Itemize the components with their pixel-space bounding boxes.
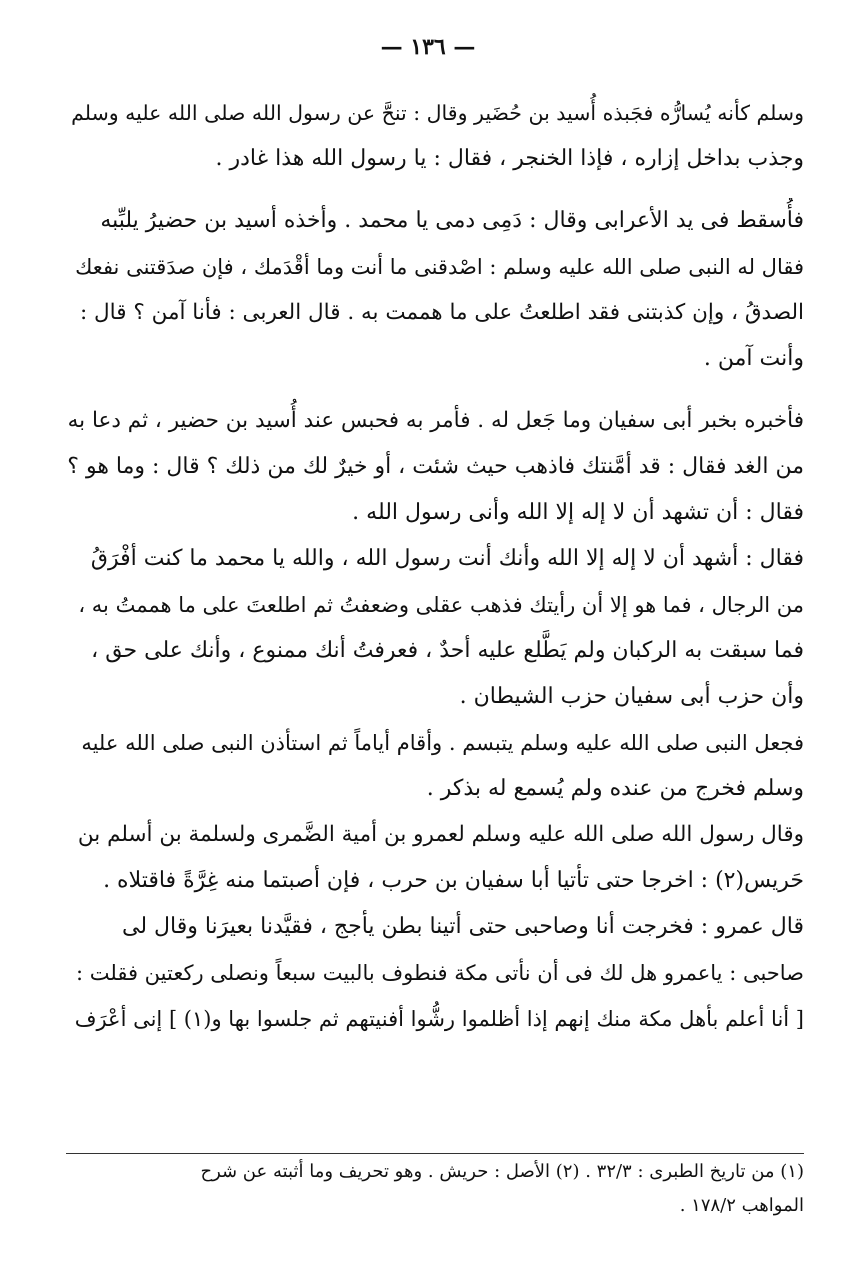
text-line: وسلم فخرج من عنده ولم يُسمع له بذكر . (426, 776, 804, 801)
text-line: فأُسقط فى يد الأعرابى وقال : دَمِى دمى يا محمد . وأخذه أسيد بن حضيرُ يلبِّبه (100, 208, 804, 233)
text-line: الصدقُ ، وإن كذبتنى فقد اطلعتُ على ما هممت به . قال العربى : فأنا آمن ؟ قال : (79, 300, 804, 325)
text-line: وسلم كأنه يُسارُّه فجَبذه أُسيد بن حُضَير وقال : تنحَّ عن رسول الله صلى الله عليه وسلم (71, 101, 804, 125)
text-line: فقال : أن تشهد أن لا إله إلا الله وأنى رسول الله . (352, 500, 804, 525)
text-line: من الرجال ، فما هو إلا أن رأيتك فذهب عقلى وضعفتُ ثم اطلعتَ على ما هممتُ به ، (78, 593, 804, 617)
body-text (66, 90, 804, 1042)
footnote-divider (66, 1153, 804, 1154)
text-line: حَريس(٢) : اخرجا حتى تأتيا أبا سفيان بن حرب ، فإن أصبتما منه غِرَّةً فاقتلاه . (103, 868, 804, 893)
text-line: من الغد فقال : قد أمَّنتك فاذهب حيث شئت ، أو خيرٌ لك من ذلك ؟ قال : وما هو ؟ (67, 454, 804, 479)
footnotes (66, 1155, 804, 1223)
text-line: فجعل النبى صلى الله عليه وسلم يتبسم . وأقام أياماً ثم استأذن النبى صلى الله عليه (81, 731, 804, 755)
text-line: فقال : أشهد أن لا إله إلا الله وأنك أنت رسول الله ، والله يا محمد ما كنت أفْرَقُ (90, 546, 804, 571)
footnote-line: المواهب ١٧٨/٢ . (679, 1195, 804, 1216)
text-line: وجذب بداخل إزاره ، فإذا الخنجر ، فقال : يا رسول الله هذا غادر . (215, 146, 804, 171)
text-line: [ أنا أعلم بأهل مكة منك إنهم إذا أظلموا رشُّوا أفنيتهم ثم جلسوا بها و(١) ] إنى أعْرَف (74, 1007, 804, 1031)
text-line: صاحبى : ياعمرو هل لك فى أن نأتى مكة فنطوف بالبيت سبعاً ونصلى ركعتين فقلت : (76, 961, 804, 985)
text-line: فقال له النبى صلى الله عليه وسلم : اصْدقنى ما أنت وما أقْدَمك ، فإن صدَقتنى نفعك (75, 255, 804, 279)
text-line: فما سبقت به الركبان ولم يَطَّلع عليه أحدٌ ، فعرفتُ أنك ممنوع ، وأنك على حق ، (91, 638, 804, 663)
text-line: وأن حزب أبى سفيان حزب الشيطان . (459, 684, 804, 709)
text-line: قال عمرو : فخرجت أنا وصاحبى حتى أتينا بطن يأجج ، فقيَّدنا بعيرَنا وقال لى (121, 914, 804, 939)
text-line: وأنت آمن . (703, 346, 804, 371)
footnote-line: (١) من تاريخ الطبرى : ٣٢/٣ . (٢) الأصل : حريش . وهو تحريف وما أثبته عن شرح (200, 1161, 804, 1182)
text-line: وقال رسول الله صلى الله عليه وسلم لعمرو بن أمية الضَّمرى ولسلمة بن أسلم بن (77, 822, 804, 847)
text-line: فأخبره بخبر أبى سفيان وما جَعل له . فأمر به فحبس عند أُسيد بن حضير ، ثم دعا به (67, 408, 804, 433)
page-number: — ١٣٦ — (380, 34, 476, 60)
